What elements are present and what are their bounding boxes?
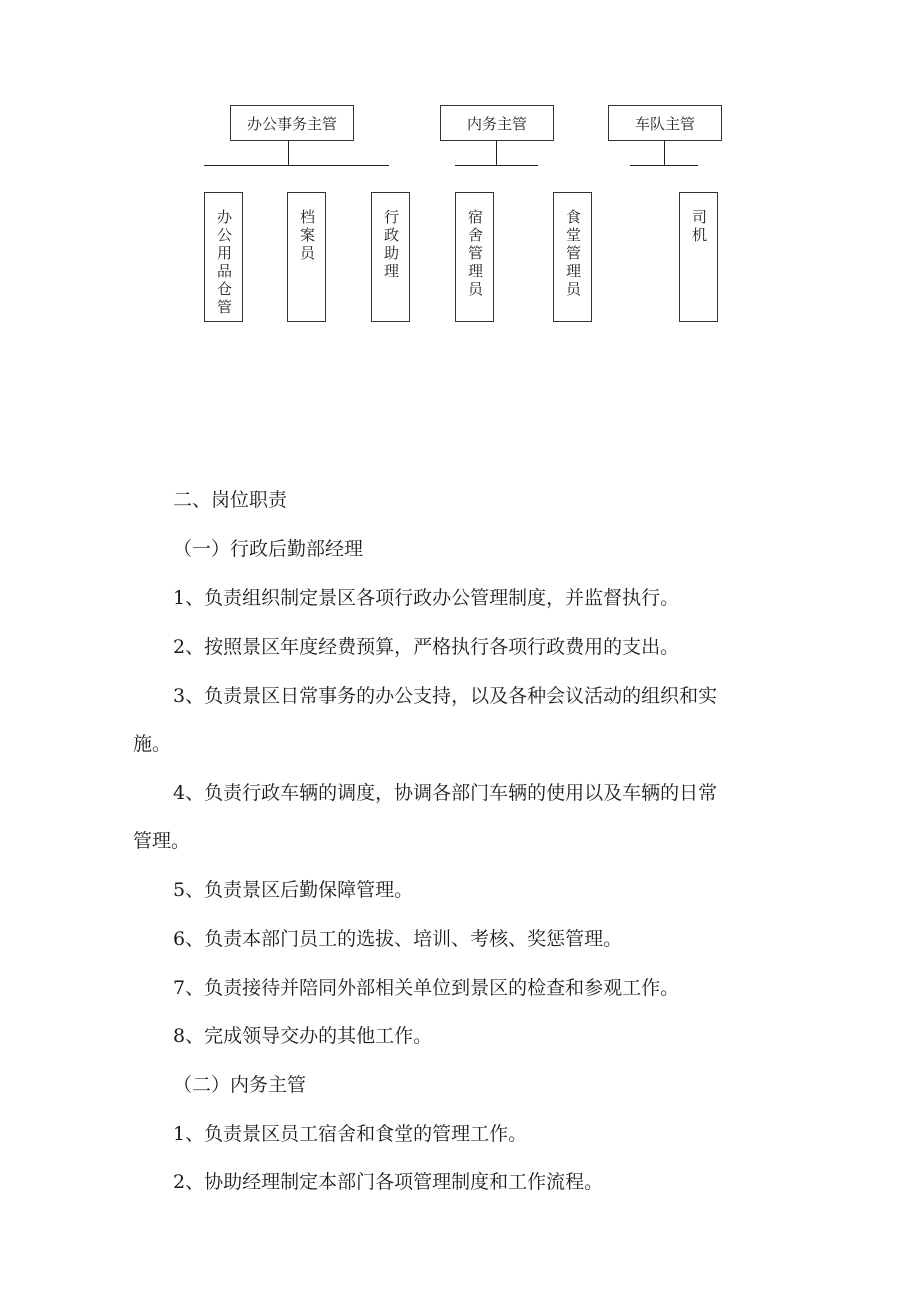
duty-item: 7、负责接待并陪同外部相关单位到景区的检查和参观工作。 — [173, 977, 680, 999]
staff-box — [204, 192, 243, 322]
staff-box — [371, 192, 410, 322]
duty-item: 1、负责景区员工宿舍和食堂的管理工作。 — [173, 1123, 528, 1145]
connector-line — [630, 165, 698, 166]
staff-label: 办公用品仓管 — [215, 209, 233, 317]
staff-label: 档案员 — [298, 209, 316, 263]
staff-box — [455, 192, 494, 322]
subsection-title: （二）内务主管 — [173, 1074, 307, 1096]
connector-line — [455, 165, 538, 166]
connector-line — [288, 141, 289, 166]
staff-label: 行政助理 — [382, 209, 400, 281]
duty-item: 3、负责景区日常事务的办公支持，以及各种会议活动的组织和实 — [173, 685, 718, 707]
staff-box — [679, 192, 718, 322]
staff-label: 司机 — [690, 209, 708, 245]
staff-label: 宿舍管理员 — [466, 209, 484, 299]
duty-item-continuation: 施。 — [133, 733, 172, 755]
section-title: 二、岗位职责 — [173, 489, 288, 511]
duty-item: 4、负责行政车辆的调度，协调各部门车辆的使用以及车辆的日常 — [173, 782, 718, 804]
duty-item: 6、负责本部门员工的选拔、培训、考核、奖惩管理。 — [173, 928, 623, 950]
duty-item: 8、完成领导交办的其他工作。 — [173, 1025, 433, 1047]
duty-item: 2、协助经理制定本部门各项管理制度和工作流程。 — [173, 1171, 604, 1193]
staff-label: 食堂管理员 — [564, 209, 582, 299]
connector-line — [664, 141, 665, 166]
manager-label: 办公事务主管 — [246, 114, 337, 133]
manager-box-fleet — [608, 105, 722, 141]
duty-item: 1、负责组织制定景区各项行政办公管理制度，并监督执行。 — [173, 587, 680, 609]
duty-item-continuation: 管理。 — [133, 830, 191, 852]
manager-box-office — [230, 105, 354, 141]
connector-line — [204, 165, 389, 166]
staff-box — [553, 192, 592, 322]
subsection-title: （一）行政后勤部经理 — [173, 538, 364, 560]
duty-item: 2、按照景区年度经费预算，严格执行各项行政费用的支出。 — [173, 636, 680, 658]
manager-label: 内务主管 — [466, 114, 527, 133]
staff-box — [287, 192, 326, 322]
manager-box-internal — [440, 105, 554, 141]
manager-label: 车队主管 — [634, 114, 695, 133]
connector-line — [496, 141, 497, 166]
duty-item: 5、负责景区后勤保障管理。 — [173, 879, 414, 901]
